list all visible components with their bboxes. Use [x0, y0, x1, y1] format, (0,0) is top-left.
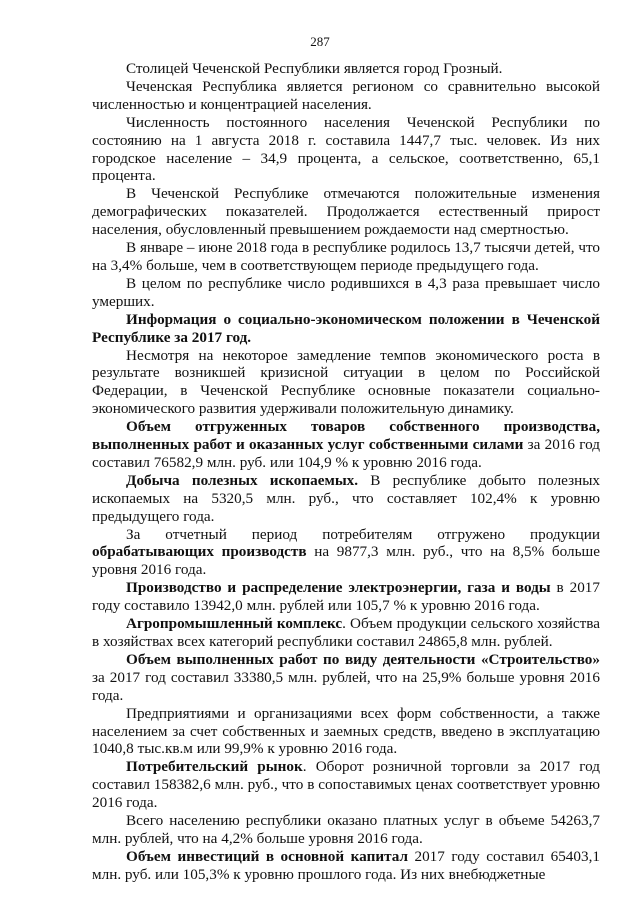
paragraph	[92, 418, 600, 472]
paragraph-lead: Объем отгруженных товаров собственного производства, выполненных работ и оказанных услуг собственными силами	[92, 418, 600, 454]
paragraph-text: В Чеченской Республике отмечаются положительные изменения демографических показателей. Продолжается естественный прирост населения, обусловленный превышением рождаемости над смертностью.	[92, 185, 600, 239]
paragraph-lead: Объем выполненных работ по виду деятельности «Строительство»	[126, 650, 600, 668]
paragraph-text: В республике добыто полезных ископаемых на 5320,5 млн. руб., что составляет 102,4% к уровню предыдущего года.	[92, 471, 600, 525]
paragraph-text: Чеченская Республика является регионом со сравнительно высокой численностью и концентрацией населения.	[92, 77, 600, 113]
paragraph	[92, 615, 600, 651]
page-number: 287	[310, 34, 330, 49]
paragraph	[92, 347, 600, 419]
paragraph-text: Столицей Чеченской Республики является город Грозный.	[126, 60, 503, 77]
paragraph	[92, 60, 600, 78]
section-heading	[92, 311, 600, 347]
paragraph-text: 2017 году составил 65403,1 млн. руб. или 105,3% к уровню прошлого года. Из них внебюджетные	[92, 847, 600, 883]
paragraph	[92, 651, 600, 705]
paragraph-lead: Объем инвестиций в основной капитал	[126, 847, 408, 865]
paragraph	[92, 705, 600, 759]
paragraph	[92, 526, 600, 580]
paragraph	[92, 812, 600, 848]
paragraph	[92, 114, 600, 186]
paragraph-lead: Производство и распределение электроэнергии, газа и воды	[126, 579, 551, 597]
paragraph-text: В целом по республике число родившихся в 4,3 раза превышает число умерших.	[92, 274, 600, 310]
paragraph-text: в 2017 году составило 13942,0 млн. рублей или 105,7 % к уровню 2016 года.	[92, 579, 600, 615]
paragraph-text: За отчетный период потребителям отгружено продукции	[126, 525, 600, 543]
paragraph-text: на 9877,3 млн. руб., что на 8,5% больше уровня 2016 года.	[92, 543, 600, 579]
section-heading-text: Информация о социально-экономическом положении в Чеченской Республике за 2017 год.	[92, 310, 600, 346]
paragraph	[92, 848, 600, 884]
paragraph	[92, 579, 600, 615]
paragraph-text: Предприятиями и организациями всех форм собственности, а также населением за счет собственных и заемных средств, введено в эксплуатацию 1040,8 тыс.кв.м или 99,9% к уровню 2016 года.	[92, 704, 600, 758]
paragraph	[92, 185, 600, 239]
paragraph-text: В январе – июне 2018 года в республике родилось 13,7 тысячи детей, что на 3,4% больше, чем в соответствующем периоде предыдущего года.	[92, 239, 600, 274]
paragraph-text: за 2017 год составил 33380,5 млн. рублей, что на 25,9% больше уровня 2016 года.	[92, 668, 600, 704]
paragraph-emphasis: обрабатывающих производств	[92, 543, 307, 561]
paragraph	[92, 275, 600, 311]
paragraph-lead: Потребительский рынок	[126, 758, 303, 776]
paragraph-text: . Оборот розничной торговли за 2017 год составил 158382,6 млн. руб., что в сопоставимых ценах соответствует уровню 2016 года.	[92, 758, 600, 812]
paragraph-text: . Объем продукции сельского хозяйства в хозяйствах всех категорий республики составил 24865,8 млн. рублей.	[92, 615, 600, 650]
paragraph	[92, 758, 600, 812]
paragraph-text: Всего населению республики оказано платных услуг в объеме 54263,7 млн. рублей, что на 4,2% больше уровня 2016 года.	[92, 812, 600, 847]
paragraph-text: за 2016 год составил 76582,9 млн. руб. или 104,9 % к уровню 2016 года.	[92, 436, 601, 471]
paragraph	[92, 78, 600, 114]
paragraph	[92, 472, 600, 526]
paragraph-text: Численность постоянного населения Чеченской Республики по состоянию на 1 августа 2018 г. составила 1447,7 тыс. человек. Из них городское население – 34,9 процента, а сельское, соответственно, 65,1 процента.	[92, 113, 600, 185]
paragraph	[92, 239, 600, 275]
paragraph-lead: Добыча полезных ископаемых.	[126, 471, 359, 489]
paragraph-text: Несмотря на некоторое замедление темпов экономического роста в результате возникшей кризисной ситуации в целом по Российской Федерации, в Чеченской Республике основные показатели социально-экономического развития удерживали положительную динамику.	[92, 346, 600, 418]
paragraph-lead: Агропромышленный комплекс	[126, 615, 343, 633]
document-body	[92, 60, 600, 884]
